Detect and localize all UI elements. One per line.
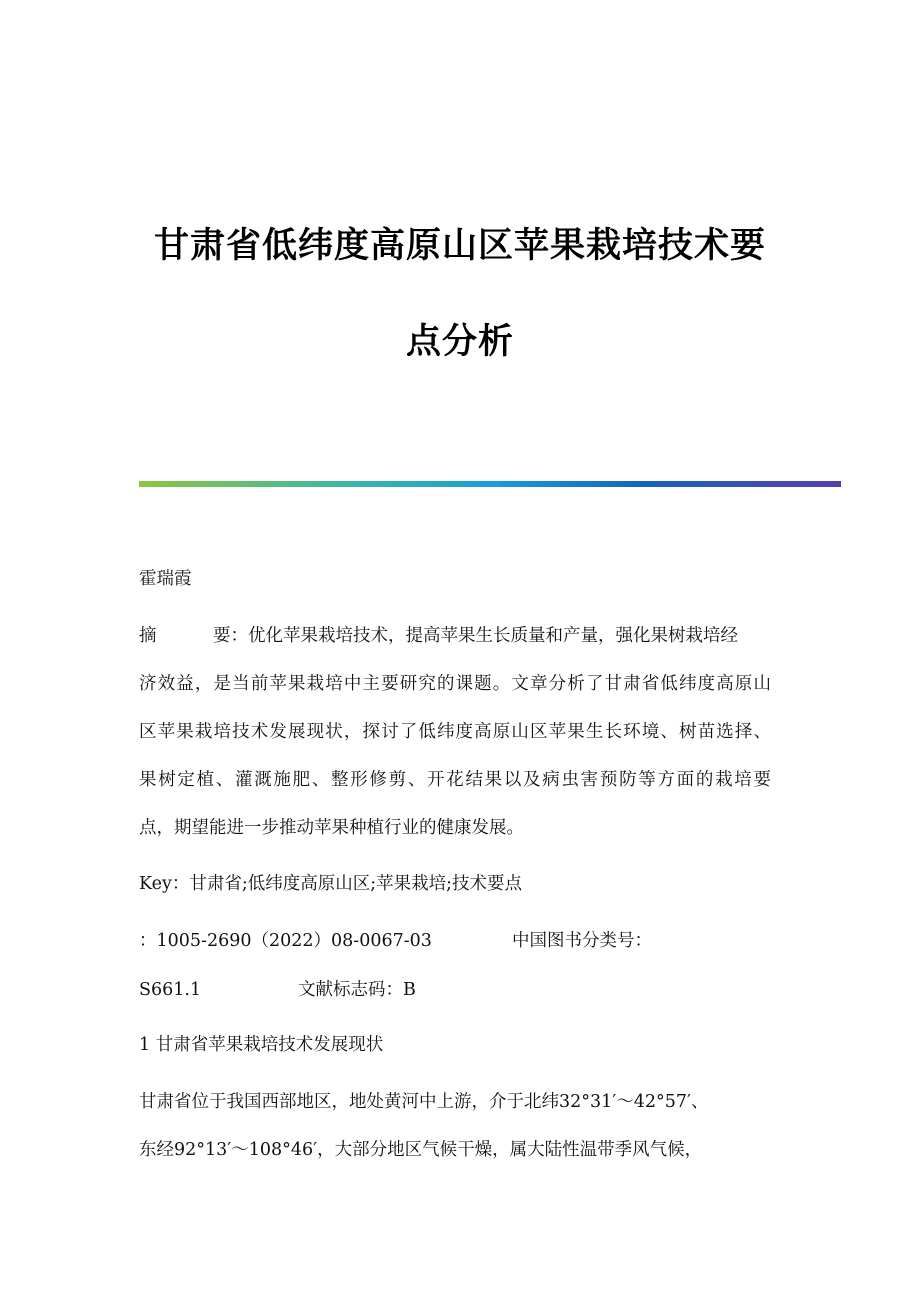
abstract-line-2: 区苹果栽培技术发展现状，探讨了低纬度高原山区苹果生长环境、树苗选择、 [139, 722, 771, 742]
abstract-line-0: 优化苹果栽培技术，提高苹果生长质量和产量，强化果树栽培经 [248, 626, 738, 646]
gradient-divider [139, 481, 841, 487]
document-title-line-2: 点分析 [405, 321, 514, 362]
issn-line: ：1005-2690（2022）08-0067-03 [139, 931, 432, 951]
abstract-line-4: 点，期望能进一步推动苹果种植行业的健康发展。 [139, 818, 524, 838]
keywords-line: Key：甘肃省;低纬度高原山区;苹果栽培;技术要点 [139, 874, 523, 894]
document-code: 文献标志码：B [298, 980, 416, 1000]
section-1-heading: 1 甘肃省苹果栽培技术发展现状 [139, 1035, 384, 1055]
abstract-label-1: 摘 [139, 626, 157, 646]
clc-code: S661.1 [139, 980, 202, 1000]
abstract-line-1: 济效益，是当前苹果栽培中主要研究的课题。文章分析了甘肃省低纬度高原山 [139, 674, 771, 694]
abstract-label-2: 要： [213, 626, 248, 646]
clc-label: 中国图书分类号： [512, 931, 652, 951]
body-line-2: 东经92°13′～108°46′，大部分地区气候干燥，属大陆性温带季风气候， [139, 1140, 703, 1160]
author-name: 霍瑞霞 [139, 569, 192, 589]
body-line-1: 甘肃省位于我国西部地区，地处黄河中上游，介于北纬32°31′～42°57′、 [139, 1092, 709, 1112]
abstract-line-3: 果树定植、灌溉施肥、整形修剪、开花结果以及病虫害预防等方面的栽培要 [139, 770, 771, 790]
abstract-first-line [139, 624, 738, 648]
document-title-line-1: 甘肃省低纬度高原山区苹果栽培技术要 [153, 225, 766, 266]
